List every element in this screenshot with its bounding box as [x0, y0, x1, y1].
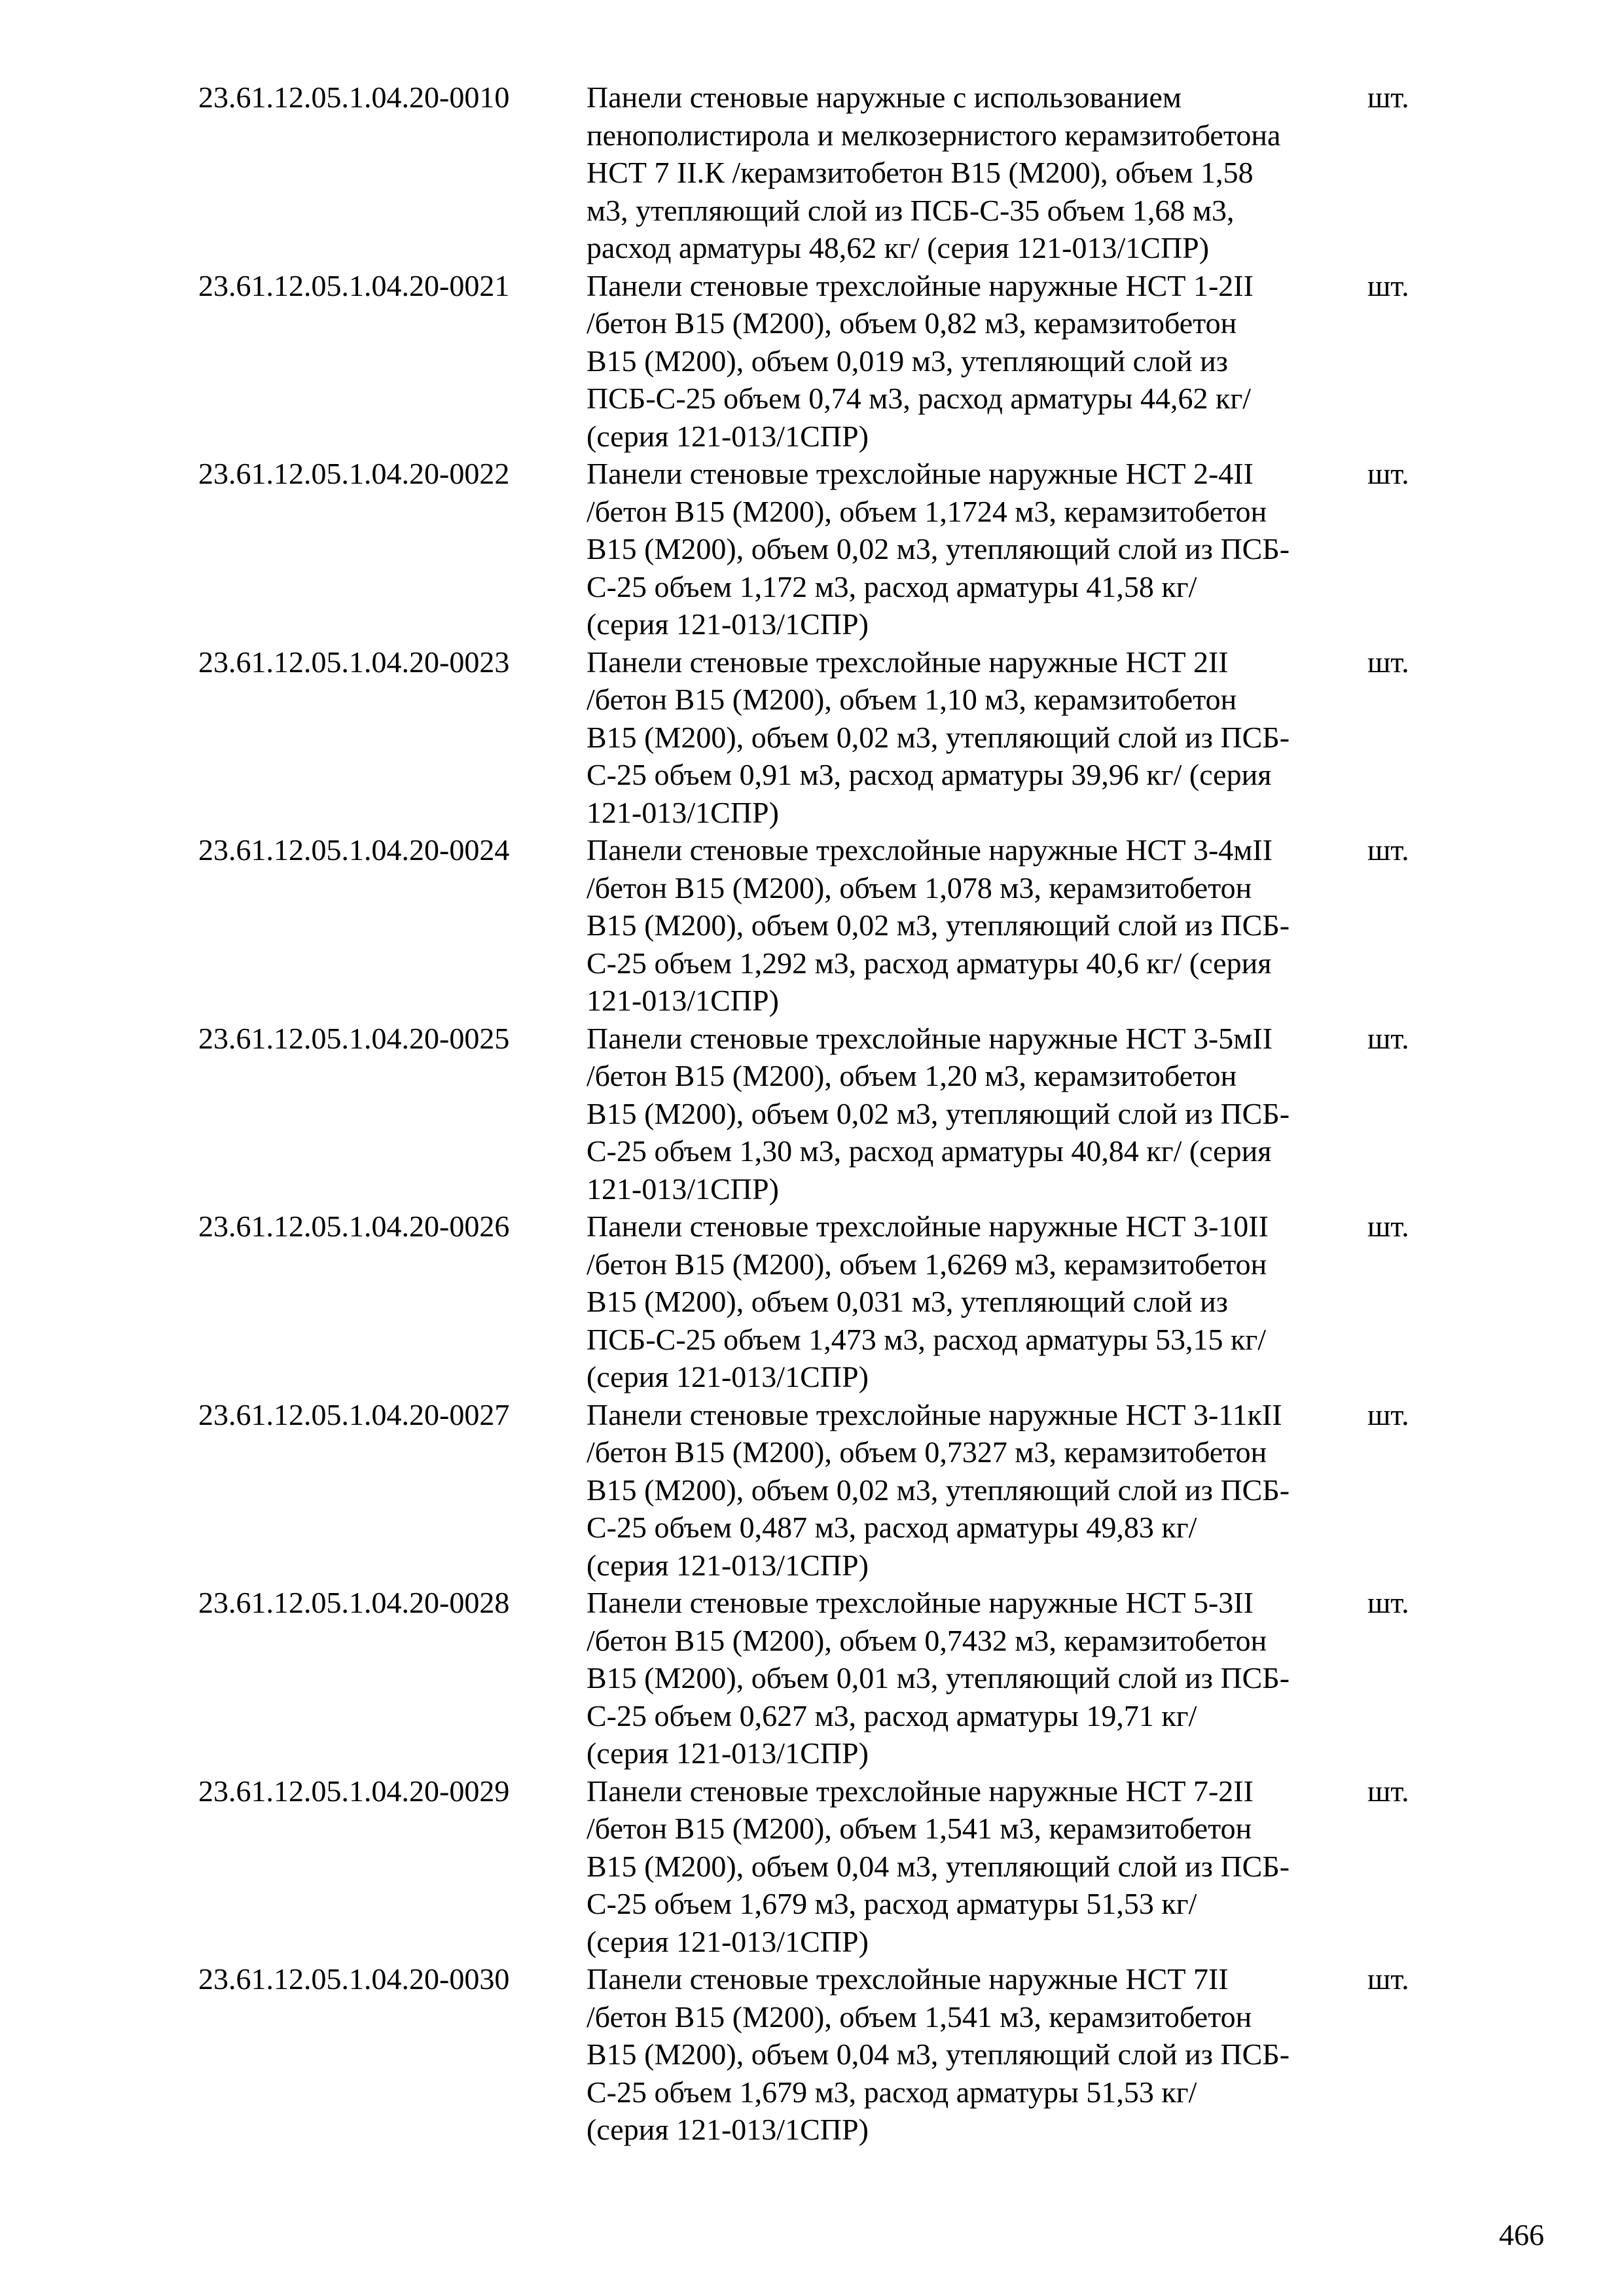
description-line: (серия 121-013/1СПР) [586, 1736, 869, 1770]
resource-unit: шт. [1367, 645, 1409, 679]
resource-unit: шт. [1367, 1210, 1409, 1243]
resource-entry [0, 1960, 1624, 2149]
description-line: Панели стеновые трехслойные наружные НСТ 3-4мII [586, 833, 1273, 867]
description-line: С-25 объем 1,30 м3, расход арматуры 40,84 кг/ (серия [586, 1134, 1272, 1168]
resource-description [586, 1772, 1372, 1961]
resource-description [586, 1208, 1372, 1396]
description-line: В15 (М200), объем 0,04 м3, утепляющий слой из ПСБ- [586, 2037, 1290, 2071]
description-line: (серия 121-013/1СПР) [586, 1548, 869, 1582]
resource-code: 23.61.12.05.1.04.20-0010 [198, 81, 510, 114]
description-line: В15 (М200), объем 0,02 м3, утепляющий слой из ПСБ- [586, 908, 1290, 942]
resource-code: 23.61.12.05.1.04.20-0024 [198, 833, 510, 867]
description-line: (серия 121-013/1СПР) [586, 607, 869, 641]
description-line: Панели стеновые трехслойные наружные НСТ 2II [586, 645, 1229, 679]
resource-entry [0, 831, 1624, 1020]
resource-code: 23.61.12.05.1.04.20-0023 [198, 645, 510, 679]
description-line: С-25 объем 1,679 м3, расход арматуры 51,53 кг/ [586, 2075, 1197, 2109]
resource-entry [0, 267, 1624, 456]
description-line: /бетон В15 (М200), объем 1,6269 м3, керамзитобетон [586, 1247, 1267, 1281]
resource-list [0, 79, 1624, 2149]
description-line: Панели стеновые трехслойные наружные НСТ 2-4II [586, 457, 1254, 490]
resource-description [586, 643, 1372, 832]
description-line: пенополистирола и мелкозернистого керамзитобетона [586, 118, 1281, 152]
resource-entry [0, 79, 1624, 267]
resource-unit: шт. [1367, 1397, 1409, 1431]
resource-description [586, 79, 1372, 267]
resource-entry [0, 1208, 1624, 1396]
description-line: Панели стеновые трехслойные наружные НСТ 7-2II [586, 1774, 1254, 1808]
resource-description [586, 1020, 1372, 1208]
description-line: Панели стеновые трехслойные наружные НСТ 3-10II [586, 1210, 1269, 1243]
description-line: ПСБ-С-25 объем 1,473 м3, расход арматуры 53,15 кг/ [586, 1322, 1267, 1356]
resource-entry [0, 1584, 1624, 1772]
resource-unit: шт. [1367, 268, 1409, 302]
description-line: расход арматуры 48,62 кг/ (серия 121-013/1СПР) [586, 231, 1210, 264]
description-line: /бетон В15 (М200), объем 0,7432 м3, керамзитобетон [586, 1623, 1267, 1657]
resource-code: 23.61.12.05.1.04.20-0028 [198, 1586, 510, 1619]
description-line: В15 (М200), объем 0,02 м3, утепляющий слой из ПСБ- [586, 532, 1290, 565]
resource-description [586, 1584, 1372, 1772]
description-line: (серия 121-013/1СПР) [586, 2113, 869, 2146]
description-line: В15 (М200), объем 0,031 м3, утепляющий слой из [586, 1285, 1228, 1318]
description-line: /бетон В15 (М200), объем 1,10 м3, керамзитобетон [586, 683, 1237, 716]
description-line: С-25 объем 1,679 м3, расход арматуры 51,53 кг/ [586, 1887, 1197, 1920]
resource-description [586, 455, 1372, 643]
description-line: В15 (М200), объем 0,01 м3, утепляющий слой из ПСБ- [586, 1661, 1290, 1695]
resource-code: 23.61.12.05.1.04.20-0027 [198, 1397, 510, 1431]
resource-code: 23.61.12.05.1.04.20-0026 [198, 1210, 510, 1243]
description-line: /бетон В15 (М200), объем 1,20 м3, керамзитобетон [586, 1059, 1237, 1092]
description-line: /бетон В15 (М200), объем 1,1724 м3, керамзитобетон [586, 494, 1267, 528]
resource-description [586, 1960, 1372, 2149]
description-line: С-25 объем 0,91 м3, расход арматуры 39,96 кг/ (серия [586, 758, 1272, 791]
description-line: В15 (М200), объем 0,02 м3, утепляющий слой из ПСБ- [586, 720, 1290, 754]
resource-entry [0, 643, 1624, 832]
description-line: (серия 121-013/1СПР) [586, 1924, 869, 1958]
description-line: В15 (М200), объем 0,02 м3, утепляющий слой из ПСБ- [586, 1473, 1290, 1507]
description-line: м3, утепляющий слой из ПСБ-С-35 объем 1,68 м3, [586, 193, 1235, 227]
resource-description [586, 267, 1372, 456]
description-line: С-25 объем 1,292 м3, расход арматуры 40,6 кг/ (серия [586, 946, 1272, 980]
resource-entry [0, 1020, 1624, 1208]
description-line: Панели стеновые трехслойные наружные НСТ 3-11кII [586, 1397, 1282, 1431]
resource-unit: шт. [1367, 1021, 1409, 1055]
resource-entry [0, 455, 1624, 643]
description-line: С-25 объем 0,627 м3, расход арматуры 19,71 кг/ [586, 1698, 1197, 1732]
description-line: /бетон В15 (М200), объем 0,7327 м3, керамзитобетон [586, 1435, 1267, 1469]
resource-entry [0, 1772, 1624, 1961]
description-line: Панели стеновые трехслойные наружные НСТ 5-3II [586, 1586, 1254, 1619]
description-line: /бетон В15 (М200), объем 0,82 м3, керамзитобетон [586, 306, 1237, 340]
resource-unit: шт. [1367, 1962, 1409, 1996]
page-number: 466 [1499, 2218, 1544, 2251]
resource-code: 23.61.12.05.1.04.20-0021 [198, 268, 510, 302]
description-line: /бетон В15 (М200), объем 1,541 м3, керамзитобетон [586, 1812, 1252, 1845]
description-line: С-25 объем 1,172 м3, расход арматуры 41,58 кг/ [586, 569, 1197, 603]
description-line: (серия 121-013/1СПР) [586, 419, 869, 453]
description-line: В15 (М200), объем 0,04 м3, утепляющий слой из ПСБ- [586, 1849, 1290, 1883]
description-line: ПСБ-С-25 объем 0,74 м3, расход арматуры 44,62 кг/ [586, 382, 1252, 415]
resource-unit: шт. [1367, 1586, 1409, 1619]
description-line: НСТ 7 II.К /керамзитобетон В15 (М200), объем 1,58 [586, 156, 1254, 189]
description-line: В15 (М200), объем 0,019 м3, утепляющий слой из [586, 344, 1228, 378]
description-line: 121-013/1СПР) [586, 1172, 779, 1206]
description-line: В15 (М200), объем 0,02 м3, утепляющий слой из ПСБ- [586, 1096, 1290, 1130]
description-line: 121-013/1СПР) [586, 795, 779, 829]
description-line: /бетон В15 (М200), объем 1,078 м3, керамзитобетон [586, 870, 1252, 905]
resource-unit: шт. [1367, 1774, 1409, 1808]
resource-description [586, 1396, 1372, 1585]
resource-unit: шт. [1367, 833, 1409, 867]
description-line: (серия 121-013/1СПР) [586, 1360, 869, 1393]
description-line: Панели стеновые наружные с использованием [586, 81, 1182, 114]
resource-description [586, 831, 1372, 1020]
resource-code: 23.61.12.05.1.04.20-0025 [198, 1021, 510, 1055]
resource-code: 23.61.12.05.1.04.20-0022 [198, 457, 510, 490]
resource-code: 23.61.12.05.1.04.20-0029 [198, 1774, 510, 1808]
description-line: Панели стеновые трехслойные наружные НСТ 1-2II [586, 268, 1254, 302]
resource-code: 23.61.12.05.1.04.20-0030 [198, 1962, 510, 1996]
description-line: 121-013/1СПР) [586, 984, 779, 1017]
resource-unit: шт. [1367, 81, 1409, 114]
resource-unit: шт. [1367, 457, 1409, 490]
resource-entry [0, 1396, 1624, 1585]
description-line: Панели стеновые трехслойные наружные НСТ 3-5мII [586, 1021, 1273, 1055]
description-line: /бетон В15 (М200), объем 1,541 м3, керамзитобетон [586, 2000, 1252, 2034]
description-line: С-25 объем 0,487 м3, расход арматуры 49,83 кг/ [586, 1511, 1197, 1544]
description-line: Панели стеновые трехслойные наружные НСТ 7II [586, 1962, 1229, 1996]
